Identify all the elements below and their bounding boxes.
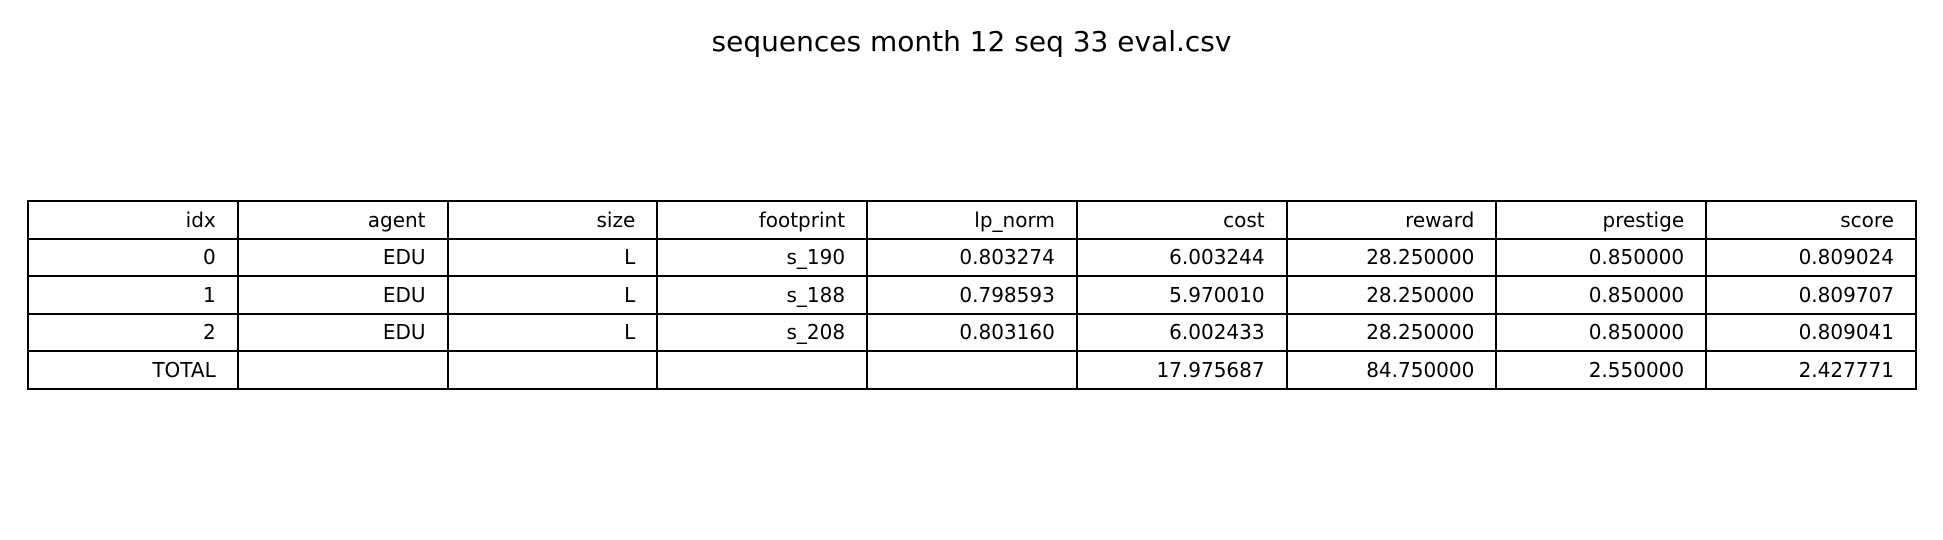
table-cell: 28.250000 — [1287, 276, 1497, 314]
table-cell: 6.003244 — [1077, 239, 1287, 277]
table-cell — [657, 351, 867, 389]
table-cell: 84.750000 — [1287, 351, 1497, 389]
table-cell: EDU — [238, 276, 448, 314]
table-cell: 0.850000 — [1496, 239, 1706, 277]
table-cell: 1 — [28, 276, 238, 314]
table-row — [28, 239, 1916, 277]
column-header-footprint: footprint — [657, 201, 867, 239]
table-cell: TOTAL — [28, 351, 238, 389]
column-header-reward: reward — [1287, 201, 1497, 239]
table-cell: s_208 — [657, 314, 867, 352]
table-cell: 0.850000 — [1496, 314, 1706, 352]
table-cell: 0.798593 — [867, 276, 1077, 314]
table-cell: 2.550000 — [1496, 351, 1706, 389]
table-cell — [238, 351, 448, 389]
table-cell: 28.250000 — [1287, 314, 1497, 352]
table-row — [28, 276, 1916, 314]
table-cell: L — [448, 276, 658, 314]
table-cell: 0.809707 — [1706, 276, 1916, 314]
table-cell: L — [448, 239, 658, 277]
table-cell: 6.002433 — [1077, 314, 1287, 352]
table-cell: EDU — [238, 314, 448, 352]
table-cell: s_190 — [657, 239, 867, 277]
table-row — [28, 314, 1916, 352]
table-cell: 2 — [28, 314, 238, 352]
table-cell: 0 — [28, 239, 238, 277]
column-header-agent: agent — [238, 201, 448, 239]
data-table — [27, 200, 1917, 390]
column-header-score: score — [1706, 201, 1916, 239]
table-cell: 0.809041 — [1706, 314, 1916, 352]
chart-title: sequences month 12 seq 33 eval.csv — [711, 25, 1232, 58]
table-cell: 0.803274 — [867, 239, 1077, 277]
column-header-prestige: prestige — [1496, 201, 1706, 239]
table-cell: 17.975687 — [1077, 351, 1287, 389]
table-cell: 0.809024 — [1706, 239, 1916, 277]
table-cell: 28.250000 — [1287, 239, 1497, 277]
table-cell — [448, 351, 658, 389]
table-cell: 2.427771 — [1706, 351, 1916, 389]
table-row — [28, 351, 1916, 389]
column-header-idx: idx — [28, 201, 238, 239]
table-cell: 0.850000 — [1496, 276, 1706, 314]
column-header-lp-norm: lp_norm — [867, 201, 1077, 239]
column-header-size: size — [448, 201, 658, 239]
table-cell: 5.970010 — [1077, 276, 1287, 314]
table-cell — [867, 351, 1077, 389]
table-cell: 0.803160 — [867, 314, 1077, 352]
table-cell: L — [448, 314, 658, 352]
table-cell: EDU — [238, 239, 448, 277]
header-row — [28, 201, 1916, 239]
column-header-cost: cost — [1077, 201, 1287, 239]
table-cell: s_188 — [657, 276, 867, 314]
